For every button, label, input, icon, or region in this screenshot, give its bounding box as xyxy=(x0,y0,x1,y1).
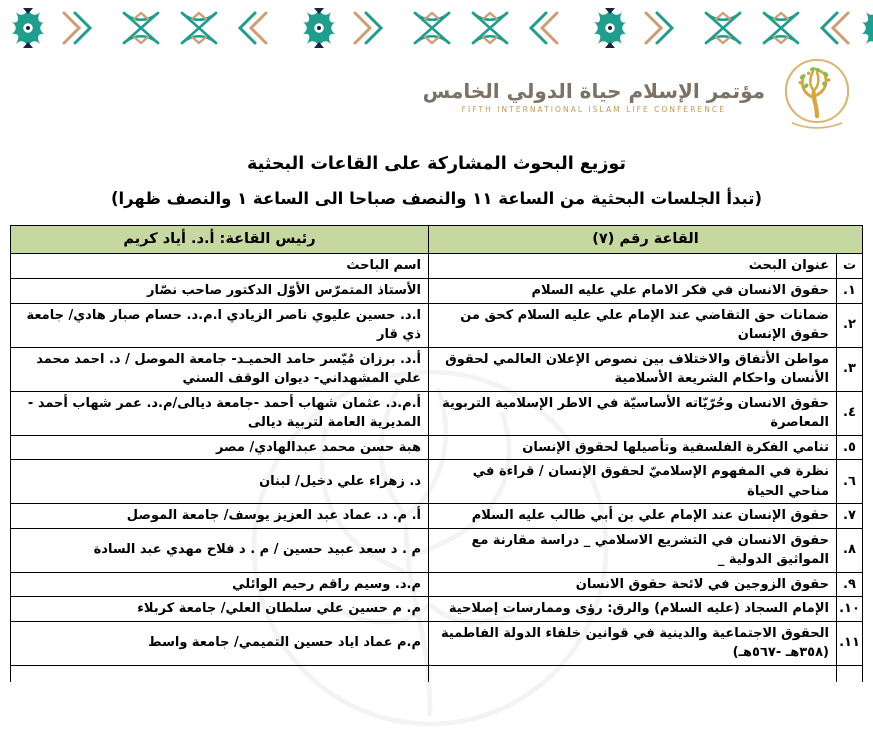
table-row xyxy=(11,528,863,572)
distribution-table xyxy=(10,225,863,682)
row-number: ٣. xyxy=(837,347,863,391)
row-title: نظرة في المفهوم الإسلاميّ لحقوق الإنسان / قراءة في مناحي الحياة xyxy=(429,460,837,504)
column-header-title: عنوان البحث xyxy=(429,254,837,279)
table-row xyxy=(11,347,863,391)
column-header-index: ت xyxy=(837,254,863,279)
table-row xyxy=(11,391,863,435)
logo-area xyxy=(0,50,873,140)
row-title: الإمام السجاد (عليه السلام) والرق: رؤى وممارسات إصلاحية xyxy=(429,597,837,622)
row-researcher: م.د. وسيم راقم رحيم الوائلي xyxy=(11,572,429,597)
table-row xyxy=(11,597,863,622)
column-header-researcher: اسم الباحث xyxy=(11,254,429,279)
row-number: ٦. xyxy=(837,460,863,504)
hall-number-cell: القاعة رقم (٧) xyxy=(429,226,863,254)
row-title: حقوق الانسان في التشريع الاسلامي _ دراسة مقارنة مع المواثيق الدولية _ xyxy=(429,528,837,572)
table-row xyxy=(11,460,863,504)
table-row xyxy=(11,572,863,597)
table-row xyxy=(11,435,863,460)
row-title: مواطن الأتفاق والاختلاف بين نصوص الإعلان العالمي لحقوق الأنسان واحكام الشريعة الأسلامية xyxy=(429,347,837,391)
table-row xyxy=(11,303,863,347)
row-number: ٧. xyxy=(837,504,863,529)
row-researcher: الأستاذ المتمرّس الأوّل الدكتور صاحب نصّار xyxy=(11,279,429,304)
page-title: توزيع البحوث المشاركة على القاعات البحثية xyxy=(247,154,626,174)
row-title: حقوق الزوجين في لائحة حقوق الانسان xyxy=(429,572,837,597)
row-researcher: أ.د. برزان مُيّسر حامد الحميـد- جامعة الموصل / د. احمد محمد علي المشهداني- ديوان الوقف السني xyxy=(11,347,429,391)
table-row xyxy=(11,621,863,665)
row-researcher: م. م حسين علي سلطان العلي/ جامعة كربلاء xyxy=(11,597,429,622)
conference-name-english: FIFTH INTERNATIONAL ISLAM LIFE CONFERENCE xyxy=(461,104,727,114)
row-number: ١١. xyxy=(837,621,863,665)
table-body xyxy=(11,226,863,682)
row-title: الحقوق الاجتماعية والدينية في قوانين خلفاء الدولة الفاطمية (٣٥٨هـ -٥٦٧هـ) xyxy=(429,621,837,665)
table-row xyxy=(11,504,863,529)
empty-stub-row xyxy=(11,665,863,682)
row-number: ٥. xyxy=(837,435,863,460)
row-title: حقوق الانسان وحُرّيّاته الأساسيّة في الاطر الإسلامية التربوية المعاصرة xyxy=(429,391,837,435)
row-researcher: هبة حسن محمد عبدالهادي/ مصر xyxy=(11,435,429,460)
row-title: تنامي الفكرة الفلسفية وتأصيلها لحقوق الإنسان xyxy=(429,435,837,460)
row-number: ٢. xyxy=(837,303,863,347)
column-header-row xyxy=(11,254,863,279)
row-title: ضمانات حق التقاضي عند الإمام علي عليه السلام كحق من حقوق الإنسان xyxy=(429,303,837,347)
hall-chair-cell: رئيس القاعة: أ.د. أياد كريم xyxy=(11,226,429,254)
conference-name-arabic: مؤتمر الإسلام حياة الدولي الخامس xyxy=(422,78,765,103)
row-researcher: أ.م.د. عثمان شهاب أحمد -جامعة ديالى/م.د. عمر شهاب أحمد - المديرية العامة لتربية ديالى xyxy=(11,391,429,435)
row-number: ١. xyxy=(837,279,863,304)
row-researcher: ا.د. حسين عليوي ناصر الزيادي ا.م.د. حسام صبار هادي/ جامعة ذي قار xyxy=(11,303,429,347)
row-number: ٨. xyxy=(837,528,863,572)
hall-header-row xyxy=(11,226,863,254)
row-researcher: أ. م. د. عماد عبد العزيز يوسف/ جامعة الموصل xyxy=(11,504,429,529)
row-researcher: م . د سعد عبيد حسين / م . د فلاح مهدي عبد السادة xyxy=(11,528,429,572)
row-researcher: د. زهراء علي دخيل/ لبنان xyxy=(11,460,429,504)
table-row xyxy=(11,279,863,304)
ornamental-border xyxy=(0,8,873,50)
row-number: ٤. xyxy=(837,391,863,435)
row-number: ٩. xyxy=(837,572,863,597)
row-number: ١٠. xyxy=(837,597,863,622)
page-subtitle: (تبدأ الجلسات البحثية من الساعة ١١ والنصف صباحا الى الساعة ١ والنصف ظهرا) xyxy=(110,189,763,208)
row-researcher: م.م عماد اياد حسين التميمي/ جامعة واسط xyxy=(11,621,429,665)
row-title: حقوق الانسان في فكر الامام علي عليه السلام xyxy=(429,279,837,304)
row-title: حقوق الإنسان عند الإمام علي بن أبي طالب عليه السلام xyxy=(429,504,837,529)
tree-logo-icon xyxy=(775,54,859,138)
